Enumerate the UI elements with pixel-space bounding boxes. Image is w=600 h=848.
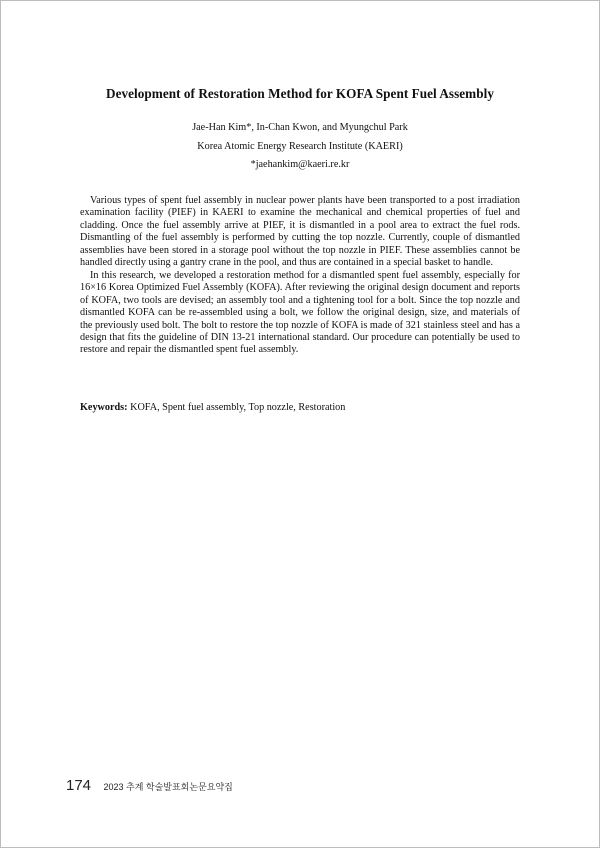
abstract-paragraph: Various types of spent fuel assembly in nuclear power plants have been transported to a post irradiation examination facility (PIEF) in KAERI to examine the mechanical and chemical properties of fuel and cladding. Once the fuel assembly arrive at PIEF, it is dismantled in a pool area to extract the fuel rods. Dismantling of the fuel assembly is performed by cutting the top nozzle. Currently, couple of dismantled assemblies have been stored in a storage pool without the top nozzle in PIEF. These assemblies cannot be handled directly using a gantry crane in the pool, and thus are contained in a special basket to handle. <box>80 195 520 269</box>
affiliation: Korea Atomic Energy Research Institute (KAERI) <box>197 141 403 152</box>
author-email: *jaehankim@kaeri.re.kr <box>250 159 350 170</box>
abstract <box>80 195 520 357</box>
keywords-label: Keywords: <box>80 402 128 413</box>
footer-text: 2023 추계 학술발표회논문요약집 <box>103 782 233 792</box>
keywords <box>80 402 520 413</box>
authors: Jae-Han Kim*, In-Chan Kwon, and Myungchul Park <box>192 122 408 133</box>
page-footer <box>66 777 233 795</box>
abstract-paragraph: In this research, we developed a restoration method for a dismantled spent fuel assembly, especially for 16×16 Korea Optimized Fuel Assembly (KOFA). After reviewing the original design document and reports of KOFA, two tools are devised; an assembly tool and a tightening tool for a bolt. Since the top nozzle and dismantled KOFA can be re-assembled using a bolt, we follow the original design, size, and materials of the previously used bolt. The bolt to restore the top nozzle of KOFA is made of 321 stainless steel and has a design that fits the guideline of DIN 13-21 international standard. Our procedure can potentially be used to restore and repair the dismantled spent fuel assembly. <box>80 269 520 356</box>
keywords-list: KOFA, Spent fuel assembly, Top nozzle, Restoration <box>130 402 346 413</box>
paper-title: Development of Restoration Method for KOFA Spent Fuel Assembly <box>106 86 494 101</box>
page-number: 174 <box>66 777 92 794</box>
